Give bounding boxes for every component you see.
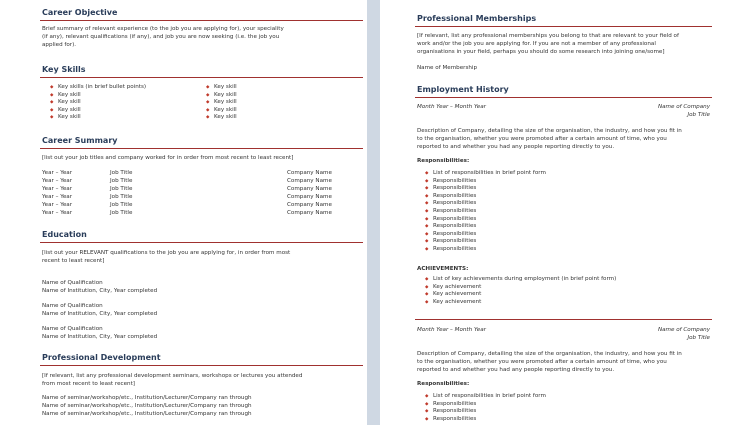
- summary-title: Job Title: [110, 194, 133, 200]
- section-rule: [40, 365, 363, 366]
- skill-item: ◆ Key skill: [50, 99, 146, 107]
- achievement-item: ◆ Key achievement: [425, 291, 616, 299]
- responsibilities-label: Responsibilities:: [417, 381, 470, 387]
- responsibility-item: ◆ List of responsibilities in brief point form: [425, 393, 546, 401]
- responsibility-item: ◆ Responsibilities: [425, 238, 546, 246]
- job-company: Name of Company: [657, 327, 710, 333]
- objective-line: applied for).: [42, 42, 77, 48]
- job-period: Month Year – Month Year: [417, 104, 486, 110]
- section-rule: [415, 97, 712, 98]
- career-summary-intro: [list out your job titles and company worked for in order from most recent to least recent]: [42, 155, 294, 161]
- membership-name: Name of Membership: [417, 65, 478, 71]
- summary-title: Job Title: [110, 186, 133, 192]
- job-title: Job Title: [687, 112, 710, 118]
- skill-item: ◆ Key skill: [206, 99, 237, 107]
- skill-item: ◆ Key skill: [206, 114, 237, 122]
- responsibility-item: ◆ Responsibilities: [425, 408, 546, 416]
- summary-title: Job Title: [110, 202, 133, 208]
- education-intro: [list out your RELEVANT qualifications to the job you are applying for, in order from most: [42, 250, 291, 256]
- responsibility-item: ◆ Responsibilities: [425, 401, 546, 409]
- section-rule: [415, 26, 712, 27]
- memberships-line: work and/or the job you are applying for. If you are not a member of any professional: [417, 41, 656, 47]
- responsibility-item: ◆ Responsibilities: [425, 185, 546, 193]
- objective-line: (if any), relevant qualifications (if any), and job you are now seeking (i.e. the job you: [42, 34, 280, 40]
- achievements-label: ACHIEVEMENTS:: [417, 266, 469, 272]
- qualification-name: Name of Qualification: [42, 303, 103, 309]
- summary-company: Company Name: [287, 170, 332, 176]
- development-intro: from most recent to least recent]: [42, 381, 135, 387]
- responsibilities-list: [425, 170, 546, 254]
- responsibility-item: ◆ Responsibilities: [425, 200, 546, 208]
- job-company: Name of Company: [657, 104, 710, 110]
- summary-company: Company Name: [287, 194, 332, 200]
- development-intro: [If relevant, list any professional development seminars, workshops or lectures you attended: [42, 373, 303, 379]
- achievement-item: ◆ Key achievement: [425, 299, 616, 307]
- summary-company: Company Name: [287, 210, 332, 216]
- memberships-line: organisations in your field, perhaps you should do some research into joining one/some]: [417, 49, 665, 55]
- skill-item: ◆ Key skill: [50, 114, 146, 122]
- skill-item: ◆ Key skill: [206, 84, 237, 92]
- job-description: reported to and whether you had any people reporting directly to you.: [417, 144, 615, 150]
- page-gap: [367, 0, 380, 425]
- summary-title: Job Title: [110, 210, 133, 216]
- job-description: Description of Company, detailing the size of the organisation, the industry, and how you fit in: [417, 351, 682, 357]
- job-description: to the organisation, whether you were promoted after a certain amount of time, who you: [417, 359, 667, 365]
- summary-years: Year – Year: [42, 170, 73, 176]
- responsibility-item: ◆ Responsibilities: [425, 246, 546, 254]
- section-rule: [40, 20, 363, 21]
- summary-years: Year – Year: [42, 194, 73, 200]
- summary-company: Company Name: [287, 178, 332, 184]
- memberships-line: [If relevant, list any professional memberships you belong to that are relevant to your field of: [417, 33, 679, 39]
- skill-item: ◆ Key skill: [206, 107, 237, 115]
- qualification-institution: Name of Institution, City, Year completed: [42, 334, 158, 340]
- section-rule: [40, 242, 363, 243]
- memberships-heading: Professional Memberships: [417, 14, 537, 23]
- resume-page-2: [380, 0, 750, 425]
- career-summary-heading: Career Summary: [42, 136, 118, 145]
- job-description: Description of Company, detailing the size of the organisation, the industry, and how you fit in: [417, 128, 682, 134]
- seminar-entry: Name of seminar/workshop/etc., Institution/Lecturer/Company ran through: [42, 411, 252, 417]
- qualification-name: Name of Qualification: [42, 326, 103, 332]
- seminar-entry: Name of seminar/workshop/etc., Institution/Lecturer/Company ran through: [42, 403, 252, 409]
- responsibility-item: ◆ Responsibilities: [425, 193, 546, 201]
- summary-title: Job Title: [110, 170, 133, 176]
- key-skills-list-2: [206, 84, 237, 122]
- achievement-item: ◆ List of key achievements during employment (in brief point form): [425, 276, 616, 284]
- responsibility-item: ◆ List of responsibilities in brief point form: [425, 170, 546, 178]
- responsibility-item: ◆ Responsibilities: [425, 178, 546, 186]
- qualification-name: Name of Qualification: [42, 280, 103, 286]
- summary-years: Year – Year: [42, 178, 73, 184]
- resume-page-1: [0, 0, 367, 425]
- career-objective-heading: Career Objective: [42, 8, 118, 17]
- section-rule: [40, 77, 363, 78]
- job-description: to the organisation, whether you were promoted after a certain amount of time, who you: [417, 136, 667, 142]
- summary-company: Company Name: [287, 186, 332, 192]
- qualification-institution: Name of Institution, City, Year completed: [42, 311, 158, 317]
- summary-title: Job Title: [110, 178, 133, 184]
- key-skills-heading: Key Skills: [42, 65, 86, 74]
- responsibility-item: ◆ Responsibilities: [425, 416, 546, 424]
- employment-heading: Employment History: [417, 85, 509, 94]
- seminar-entry: Name of seminar/workshop/etc., Institution/Lecturer/Company ran through: [42, 395, 252, 401]
- professional-development-heading: Professional Development: [42, 353, 161, 362]
- job-separator: [415, 319, 712, 320]
- key-skills-list-1: [50, 84, 146, 122]
- skill-item: ◆ Key skill: [50, 92, 146, 100]
- section-rule: [40, 148, 363, 149]
- job-title: Job Title: [687, 335, 710, 341]
- summary-years: Year – Year: [42, 210, 73, 216]
- summary-years: Year – Year: [42, 202, 73, 208]
- responsibilities-list: [425, 393, 546, 423]
- job-period: Month Year – Month Year: [417, 327, 486, 333]
- education-heading: Education: [42, 230, 87, 239]
- responsibility-item: ◆ Responsibilities: [425, 231, 546, 239]
- responsibility-item: ◆ Responsibilities: [425, 208, 546, 216]
- skill-item: ◆ Key skill: [206, 92, 237, 100]
- responsibilities-label: Responsibilities:: [417, 158, 470, 164]
- skill-item: ◆ Key skills (in brief bullet points): [50, 84, 146, 92]
- summary-company: Company Name: [287, 202, 332, 208]
- achievement-item: ◆ Key achievement: [425, 284, 616, 292]
- objective-line: Brief summary of relevant experience (to the job you are applying for), your speciality: [42, 26, 284, 32]
- education-intro: recent to least recent]: [42, 258, 105, 264]
- qualification-institution: Name of Institution, City, Year completed: [42, 288, 158, 294]
- skill-item: ◆ Key skill: [50, 107, 146, 115]
- responsibility-item: ◆ Responsibilities: [425, 223, 546, 231]
- responsibility-item: ◆ Responsibilities: [425, 216, 546, 224]
- achievements-list: [425, 276, 616, 306]
- job-description: reported to and whether you had any people reporting directly to you.: [417, 367, 615, 373]
- summary-years: Year – Year: [42, 186, 73, 192]
